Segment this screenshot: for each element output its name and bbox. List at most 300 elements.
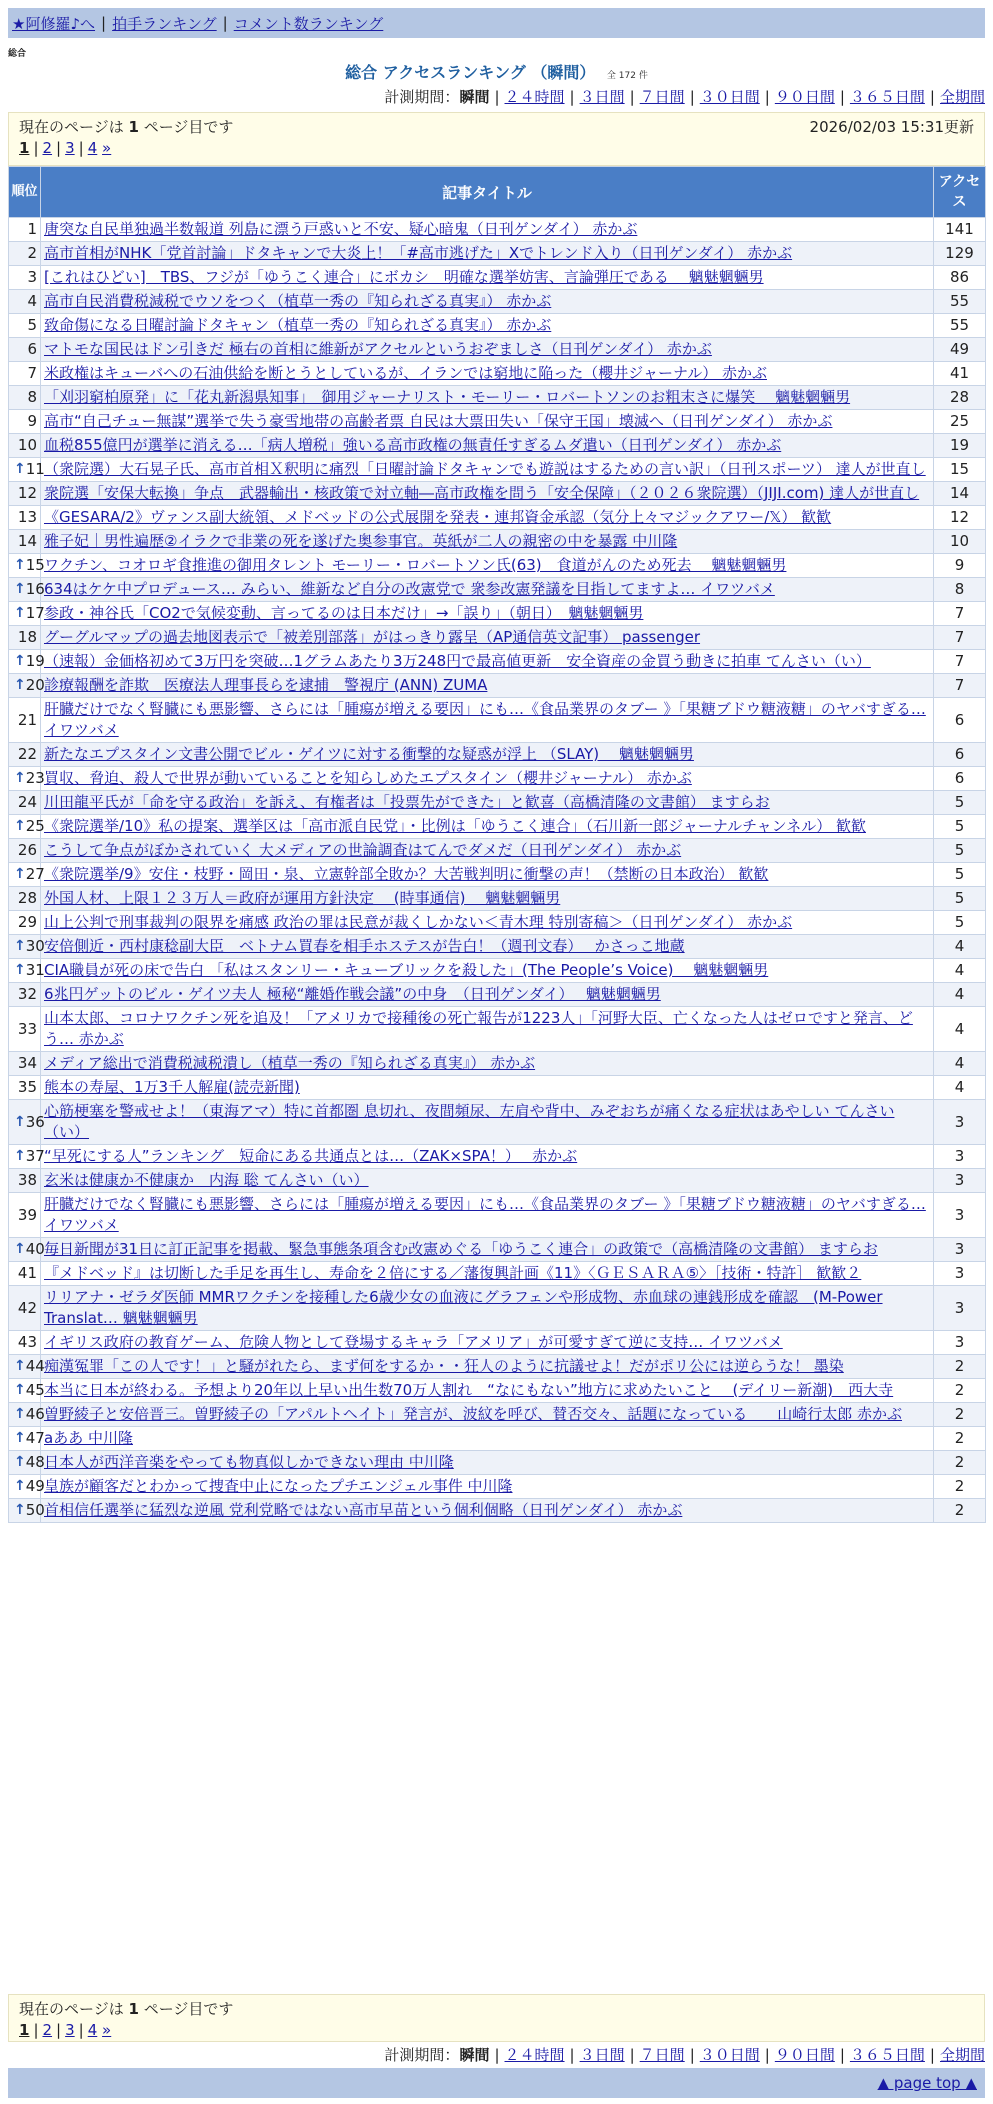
title-cell	[41, 911, 934, 935]
title-cell	[41, 1286, 934, 1331]
title-cell	[41, 1427, 934, 1451]
table-row	[9, 935, 986, 959]
table-row	[9, 674, 986, 698]
period-option[interactable]: ３６５日間	[849, 88, 925, 106]
rank-number: 18	[17, 628, 37, 646]
article-title-link[interactable]: 首相信任選挙に猛烈な逆風 党利党略ではない高市早苗という個利個略（日刊ゲンダイ） 赤かぶ	[44, 1501, 683, 1519]
title-cell	[41, 1355, 934, 1379]
access-count: 7	[934, 602, 986, 626]
access-count: 2	[934, 1499, 986, 1523]
article-title-link[interactable]: 外国人材、上限１２３万人＝政府が運用方針決定 (時事通信) 魑魅魍魎男	[44, 889, 561, 907]
period-separator: |	[929, 88, 935, 106]
page-top-link[interactable]: ▲ page top ▲	[877, 2074, 977, 2092]
pager-info-row	[19, 116, 974, 137]
article-title-link[interactable]: 川田龍平氏が「命を守る政治」を訴え、有権者は「投票先ができた」と歓喜（高橋清隆の文書館） ますらお	[44, 793, 770, 811]
period-option[interactable]: ７日間	[639, 2046, 685, 2064]
rank-cell	[9, 911, 41, 935]
article-title-link[interactable]: 6兆円ゲットのビル・ゲイツ夫人 極秘“離婚作戦会議”の中身 （日刊ゲンダイ） 魑魅魍魎男	[44, 985, 661, 1003]
rank-cell	[9, 1100, 45, 1145]
access-count: 55	[934, 314, 986, 338]
rank-cell	[9, 1076, 41, 1100]
article-title-link[interactable]: aああ 中川隆	[44, 1429, 133, 1447]
access-count: 129	[934, 242, 986, 266]
period-option[interactable]: 全期間	[939, 88, 985, 106]
table-row	[9, 887, 986, 911]
title-cell	[41, 815, 934, 839]
nav-link-applause-ranking[interactable]: 拍手ランキング	[112, 14, 217, 33]
title-cell	[41, 1379, 934, 1403]
rank-number: 37	[25, 1147, 45, 1165]
pager-text-suffix: ページ目です	[138, 2000, 234, 2018]
title-cell	[41, 362, 934, 386]
period-label: 計測期間：	[384, 88, 460, 106]
article-title-link[interactable]: 心筋梗塞を警戒せよ！（東海アマ）特に首都圏 息切れ、夜間頻尿、左肩や背中、みぞおちが痛くなる症状はあやしい てんさい（い）	[44, 1102, 895, 1141]
access-count: 3	[934, 1145, 986, 1169]
title-cell	[41, 266, 934, 290]
table-row	[9, 1052, 986, 1076]
article-title-link[interactable]: 雅子妃｜男性遍歴②イラクで非業の死を遂げた奥参事官。英紙が二人の親密の中を暴露 中川隆	[44, 532, 678, 550]
rank-number: 50	[25, 1501, 45, 1519]
access-count: 7	[934, 626, 986, 650]
table-row	[9, 626, 986, 650]
rank-cell	[9, 935, 45, 959]
access-count: 5	[934, 887, 986, 911]
article-title-link[interactable]: 買収、脅迫、殺人で世界が動いていることを知らしめたエプスタイン（櫻井ジャーナル） 赤かぶ	[44, 769, 692, 787]
article-title-link[interactable]: 唐突な自民単独過半数報道 列島に漂う戸惑いと不安、疑心暗鬼（日刊ゲンダイ） 赤かぶ	[44, 220, 638, 238]
rank-cell	[9, 863, 45, 887]
period-option[interactable]: ７日間	[639, 88, 685, 106]
rank-number: 15	[25, 556, 45, 574]
title-cell	[41, 338, 934, 362]
access-count: 5	[934, 863, 986, 887]
rank-number: 9	[27, 412, 37, 430]
title-cell	[41, 863, 934, 887]
table-row	[9, 767, 986, 791]
nav-separator: |	[222, 14, 228, 32]
rank-cell	[9, 674, 45, 698]
access-count: 86	[934, 266, 986, 290]
title-cell	[41, 767, 934, 791]
page-link[interactable]: 3	[65, 139, 75, 157]
period-separator: |	[569, 2046, 575, 2064]
article-title-link[interactable]: 熊本の寿屋、1万3千人解雇(読売新聞)	[44, 1078, 300, 1096]
rank-number: 44	[25, 1357, 45, 1375]
article-title-link[interactable]: メディア総出で消費税減税潰し（植草一秀の『知られざる真実』） 赤かぶ	[44, 1054, 536, 1072]
rank-cell	[9, 434, 41, 458]
rank-number: 23	[25, 769, 45, 787]
rank-number: 49	[25, 1477, 45, 1495]
rank-number: 34	[17, 1054, 37, 1072]
next-page-link[interactable]: »	[102, 2021, 112, 2039]
article-title-link[interactable]: ワクチン、コオロギ食推進の御用タレント モーリー・ロバートソン氏(63) 食道がんのため死去 魑魅魍魎男	[44, 556, 787, 574]
page-link: 1	[19, 2021, 30, 2039]
rank-cell	[9, 386, 41, 410]
table-row	[9, 458, 986, 482]
period-option[interactable]: ３０日間	[699, 88, 760, 106]
rank-cell	[9, 578, 45, 602]
title-cell	[41, 698, 934, 743]
title-cell	[41, 791, 934, 815]
article-title-link[interactable]: 肝臓だけでなく腎臓にも悪影響、さらには「腫瘍が増える要因」にも…《食品業界のタブー 》「果糖ブドウ糖液糖」のヤバすぎる… イワツバメ	[44, 700, 926, 739]
rank-cell	[9, 1238, 45, 1262]
pager-current-page: 1	[128, 118, 139, 136]
period-separator: |	[929, 2046, 935, 2064]
rank-cell	[9, 650, 45, 674]
article-title-link[interactable]: 『メドベッド』は切断した手足を再生し、寿命を２倍にする／藩復興計画《11》〈ＧＥＳＡＲＡ⑤〉［技術・特許］ 歓歓２	[44, 1264, 862, 1282]
rank-cell	[9, 1403, 45, 1427]
article-title-link[interactable]: 「刈羽窮柏原発」に「花丸新潟県知事」 御用ジャーナリスト・モーリー・ロバートソンのお粗末さに爆笑 魑魅魍魎男	[44, 388, 851, 406]
table-row	[9, 911, 986, 935]
access-count: 14	[934, 482, 986, 506]
title-cell	[41, 1331, 934, 1355]
page-link[interactable]: 3	[65, 2021, 75, 2039]
table-row	[9, 266, 986, 290]
access-count: 4	[934, 983, 986, 1007]
page-link[interactable]: 4	[87, 139, 98, 157]
rank-cell	[9, 1379, 45, 1403]
rank-number: 21	[17, 710, 37, 729]
rank-cell	[9, 506, 41, 530]
rank-cell	[9, 983, 41, 1007]
rank-cell	[9, 1355, 45, 1379]
table-row	[9, 791, 986, 815]
page-separator: |	[78, 2021, 84, 2039]
next-page-link[interactable]: »	[102, 139, 112, 157]
rank-cell	[9, 959, 45, 983]
period-separator: |	[839, 2046, 845, 2064]
rank-number: 47	[25, 1429, 45, 1447]
rank-cell	[9, 1262, 41, 1286]
rank-number: 5	[27, 316, 37, 334]
table-row	[9, 839, 986, 863]
article-title-link[interactable]: 診療報酬を詐欺 医療法人理事長らを逮捕 警視庁 (ANN) ZUMA	[44, 676, 488, 694]
access-count: 19	[934, 434, 986, 458]
table-header-row	[9, 167, 986, 218]
arrow-up-icon: ↑	[14, 1454, 26, 1470]
access-count: 55	[934, 290, 986, 314]
article-title-link[interactable]: 皇族が顧客だとわかって捜査中止になったプチエンジェル事件 中川隆	[44, 1477, 513, 1495]
arrow-up-icon: ↑	[14, 962, 26, 978]
access-count: 8	[934, 578, 986, 602]
period-separator: |	[494, 2046, 500, 2064]
pager-status	[19, 1998, 233, 2019]
article-title-link[interactable]: 《GESARA/2》ヴァンス副大統領、メドベッドの公式展開を発表・連邦資金承認（気分上々マジックアワー/𝕏） 歓歓	[44, 508, 832, 526]
rank-cell	[9, 626, 41, 650]
rank-cell	[9, 1451, 45, 1475]
nav-link-ashura[interactable]: ★阿修羅♪へ	[12, 14, 96, 33]
article-title-link[interactable]: 新たなエプスタイン文書公開でビル・ゲイツに対する衝撃的な疑惑が浮上 （SLAY) 魑魅魍魎男	[44, 745, 694, 763]
article-title-link[interactable]: 高市首相がNHK「党首討論」ドタキャンで大炎上！「#高市逃げた」Xでトレンド入り（日刊ゲンダイ） 赤かぶ	[44, 244, 793, 262]
rank-number: 41	[17, 1264, 37, 1282]
table-row	[9, 1007, 986, 1052]
arrow-up-icon: ↑	[14, 677, 26, 693]
period-option[interactable]: ３０日間	[699, 2046, 760, 2064]
access-count: 4	[934, 1052, 986, 1076]
period-separator: |	[839, 88, 845, 106]
table-row	[9, 554, 986, 578]
access-count: 3	[934, 1100, 986, 1145]
rank-cell	[9, 242, 41, 266]
pager-bottom	[8, 1994, 985, 2042]
access-count: 49	[934, 338, 986, 362]
title-cell	[41, 839, 934, 863]
rank-number: 29	[17, 913, 37, 931]
rank-number: 48	[25, 1453, 45, 1471]
rank-number: 30	[25, 937, 45, 955]
page-links	[19, 139, 974, 157]
article-title-link[interactable]: 《衆院選挙/9》安住・枝野・岡田・泉、立憲幹部全敗か？大苦戦判明に衝撃の声！（禁断の日本政治） 歓歓	[44, 865, 769, 883]
article-title-link[interactable]: リリアナ・ゼラダ医師 MMRワクチンを接種した6歳少女の血液にグラフェンや形成物、赤血球の連銭形成を確認 (M-Power Translat… 魑魅魍魎男	[44, 1288, 883, 1327]
rank-number: 32	[17, 985, 37, 1003]
table-row	[9, 410, 986, 434]
arrow-up-icon: ↑	[14, 1382, 26, 1398]
arrow-up-icon: ↑	[14, 461, 26, 477]
rank-cell	[9, 602, 45, 626]
rank-number: 16	[25, 580, 45, 598]
table-row	[9, 1379, 986, 1403]
article-title-link[interactable]: 毎日新聞が31日に訂正記事を掲載、緊急事態条項含む改憲めぐる「ゆうこく連合」の政策で（高橋清隆の文書館） ますらお	[44, 1240, 878, 1258]
table-row	[9, 290, 986, 314]
rank-cell	[9, 1499, 45, 1523]
page-links	[19, 2021, 974, 2039]
table-row	[9, 983, 986, 1007]
rank-number: 14	[17, 532, 37, 550]
period-option[interactable]: ３６５日間	[849, 2046, 925, 2064]
article-title-link[interactable]: 山本太郎、コロナワクチン死を追及！「アメリカで接種後の死亡報告が1223人」「河野大臣、亡くなった人はゼロですと発言、どう… 赤かぶ	[44, 1009, 913, 1048]
table-row	[9, 578, 986, 602]
rank-number: 46	[25, 1405, 45, 1423]
title-cell	[41, 626, 934, 650]
article-title-link[interactable]: （衆院選）大石晃子氏、高市首相Ｘ釈明に痛烈「日曜討論ドタキャンでも遊説はするための言い訳」（日刊スポーツ） 達人が世直し	[44, 460, 926, 478]
table-row	[9, 1193, 986, 1238]
rank-cell	[9, 1193, 41, 1238]
article-title-link[interactable]: CIA職員が死の床で告白 「私はスタンリー・キューブリックを殺した」(The People’s Voice) 魑魅魍魎男	[44, 961, 769, 979]
title-cell	[41, 1076, 934, 1100]
nav-link-comment-ranking[interactable]: コメント数ランキング	[233, 14, 384, 33]
article-title-link[interactable]: グーグルマップの過去地図表示で「被差別部落」がはっきり露呈（AP通信英文記事） passenger	[44, 628, 701, 646]
table-row	[9, 1262, 986, 1286]
period-option[interactable]: 全期間	[939, 2046, 985, 2064]
page-link[interactable]: 2	[42, 2021, 53, 2039]
pager-top	[8, 112, 985, 166]
period-option[interactable]: ３日間	[579, 88, 625, 106]
access-count: 2	[934, 1475, 986, 1499]
access-count: 9	[934, 554, 986, 578]
rank-number: 11	[25, 460, 45, 478]
access-count: 5	[934, 911, 986, 935]
rank-cell	[9, 410, 41, 434]
title-cell	[41, 530, 934, 554]
arrow-up-icon: ↑	[14, 1148, 26, 1164]
rank-number: 33	[17, 1019, 37, 1038]
title-cell	[41, 887, 934, 911]
article-title-link[interactable]: “早死にする人”ランキング 短命にある共通点とは…（ZAK×SPA！） 赤かぶ	[44, 1147, 578, 1165]
rank-cell	[9, 767, 45, 791]
article-title-link[interactable]: 《衆院選挙/10》私の提案、選挙区は「高市派自民党」・比例は「ゆうこく連合」（石川新一郎ジャーナルチャンネル） 歓歓	[44, 817, 866, 835]
arrow-up-icon: ↑	[14, 1358, 26, 1374]
updated-timestamp: 2026/02/03 15:31更新	[809, 118, 974, 136]
table-row	[9, 1331, 986, 1355]
title-cell	[41, 554, 934, 578]
page-separator: |	[78, 139, 84, 157]
access-count: 3	[934, 1169, 986, 1193]
title-cell	[41, 218, 934, 242]
table-row	[9, 698, 986, 743]
article-title-link[interactable]: 山上公判で刑事裁判の限界を痛感 政治の罪は民意が裁くしかない＜青木理 特別寄稿＞（日刊ゲンダイ） 赤かぶ	[44, 913, 793, 931]
table-row	[9, 1076, 986, 1100]
article-title-link[interactable]: 痴漢冤罪「この人です！」と騒がれたら、まず何をするか・・狂人のように抗議せよ！だがポリ公には逆らうな！ 墨染	[44, 1357, 844, 1375]
access-count: 2	[934, 1451, 986, 1475]
article-title-link[interactable]: マトモな国民はドン引きだ 極右の首相に維新がアクセルというおぞましさ（日刊ゲンダイ） 赤かぶ	[44, 340, 712, 358]
top-nav-bar	[8, 8, 985, 38]
table-row	[9, 338, 986, 362]
title-cell	[41, 1262, 934, 1286]
period-option[interactable]: ２４時間	[504, 88, 565, 106]
table-row	[9, 602, 986, 626]
article-title-link[interactable]: [これはひどい] TBS、フジが「ゆうこく連合」にボカシ 明確な選挙妨害、言論弾圧である 魑魅魍魎男	[44, 268, 764, 286]
nav-separator: |	[101, 14, 107, 32]
article-title-link[interactable]: 日本人が西洋音楽をやっても物真似しかできない理由 中川隆	[44, 1453, 454, 1471]
footer-bar	[8, 2068, 985, 2098]
title-cell	[41, 1169, 934, 1193]
rank-number: 12	[17, 484, 37, 502]
access-count: 4	[934, 935, 986, 959]
page-separator: |	[56, 2021, 62, 2039]
article-title-link[interactable]: 肝臓だけでなく腎臓にも悪影響、さらには「腫瘍が増える要因」にも…《食品業界のタブー 》「果糖ブドウ糖液糖」のヤバすぎる… イワツバメ	[44, 1195, 926, 1234]
title-cell	[41, 578, 934, 602]
header-title: 記事タイトル	[41, 167, 934, 218]
title-cell	[41, 650, 934, 674]
rank-cell	[9, 887, 41, 911]
page-link[interactable]: 2	[42, 139, 53, 157]
period-option[interactable]: ２４時間	[504, 2046, 565, 2064]
access-count: 7	[934, 674, 986, 698]
page-link: 1	[19, 139, 30, 157]
rank-number: 28	[17, 889, 37, 907]
rank-number: 43	[17, 1333, 37, 1351]
access-count: 6	[934, 698, 986, 743]
pager-current-page: 1	[128, 2000, 139, 2018]
article-title-link[interactable]: 曽野綾子と安倍晋三。曽野綾子の「アパルトヘイト」発言が、波紋を呼び、賛否交々、話題になっている 山崎行太郎 赤かぶ	[44, 1405, 902, 1423]
table-row	[9, 1169, 986, 1193]
arrow-up-icon: ↑	[14, 1406, 26, 1422]
rank-number: 26	[17, 841, 37, 859]
title-cell	[41, 1238, 934, 1262]
table-row	[9, 863, 986, 887]
rank-cell	[9, 1007, 41, 1052]
table-row	[9, 1145, 986, 1169]
arrow-up-icon: ↑	[14, 770, 26, 786]
header-access: アクセス	[934, 167, 986, 218]
table-row	[9, 530, 986, 554]
arrow-up-icon: ↑	[14, 866, 26, 882]
article-title-link[interactable]: 高市自民消費税減税でウソをつく（植草一秀の『知られざる真実』） 赤かぶ	[44, 292, 552, 310]
table-row	[9, 1286, 986, 1331]
access-count: 2	[934, 1427, 986, 1451]
table-row	[9, 482, 986, 506]
rank-cell	[9, 839, 41, 863]
article-title-link[interactable]: （速報）金価格初めて3万円を突破…1グラムあたり3万248円で最高値更新 安全資産の金買う動きに拍車 てんさい（い）	[44, 652, 871, 670]
article-title-link[interactable]: イギリス政府の教育ゲーム、危険人物として登場するキャラ「アメリア」が可愛すぎて逆に支持… イワツバメ	[44, 1333, 783, 1351]
article-title-link[interactable]: こうして争点がぼかされていく 大メディアの世論調査はてんでダメだ（日刊ゲンダイ） 赤かぶ	[44, 841, 682, 859]
rank-number: 17	[25, 604, 45, 622]
article-title-link[interactable]: 高市“自己チュー無謀”選挙で失う豪雪地帯の高齢者票 自民は大票田失い「保守王国」壊滅へ（日刊ゲンダイ） 赤かぶ	[44, 412, 833, 430]
article-title-link[interactable]: 634はケケ中プロデュース… みらい、維新など自分の改憲党で 衆参改憲発議を目指してますよ… イワツバメ	[44, 580, 775, 598]
title-cell	[41, 983, 934, 1007]
access-count: 6	[934, 767, 986, 791]
access-count: 4	[934, 959, 986, 983]
title-cell	[41, 434, 934, 458]
article-title-link[interactable]: 本当に日本が終わる。予想より20年以上早い出生数70万人割れ “なにもない”地方に求めたいこと (デイリー新潮) 西大寺	[44, 1381, 894, 1399]
rank-number: 45	[25, 1381, 45, 1399]
period-option: 瞬間	[459, 2046, 490, 2064]
article-title-link[interactable]: 安倍側近・西村康稔副大臣 ベトナム買春を相手ホステスが告白！（週刊文春） かさっこ地蔵	[44, 937, 685, 955]
period-separator: |	[569, 88, 575, 106]
access-count: 3	[934, 1238, 986, 1262]
period-option[interactable]: ３日間	[579, 2046, 625, 2064]
rank-cell	[9, 791, 41, 815]
rank-cell	[9, 290, 41, 314]
rank-number: 35	[17, 1078, 37, 1096]
period-separator: |	[689, 2046, 695, 2064]
title-cell	[41, 506, 934, 530]
rank-cell	[9, 338, 41, 362]
period-separator: |	[689, 88, 695, 106]
article-title-link[interactable]: 米政権はキューバへの石油供給を断とうとしているが、イランでは窮地に陥った（櫻井ジャーナル） 赤かぶ	[44, 364, 767, 382]
ranking-table-body	[9, 218, 986, 1523]
access-count: 5	[934, 791, 986, 815]
table-row	[9, 1100, 986, 1145]
rank-number: 19	[25, 652, 45, 670]
access-count: 4	[934, 1076, 986, 1100]
table-row	[9, 1427, 986, 1451]
rank-number: 25	[25, 817, 45, 835]
access-count: 25	[934, 410, 986, 434]
table-row	[9, 650, 986, 674]
period-separator: |	[764, 88, 770, 106]
page-link[interactable]: 4	[87, 2021, 98, 2039]
rank-number: 31	[25, 961, 45, 979]
rank-number: 3	[27, 268, 37, 286]
ranking-title: 総合 アクセスランキング （瞬間）	[345, 63, 596, 82]
article-title-link[interactable]: 血税855億円が選挙に消える…「病人増税」強いる高市政権の無責任すぎるムダ遣い（日刊ゲンダイ） 赤かぶ	[44, 436, 782, 454]
table-row	[9, 1475, 986, 1499]
rank-cell	[9, 1475, 45, 1499]
article-title-link[interactable]: 衆院選「安保大転換」争点 武器輸出・核政策で対立軸―高市政権を問う「安全保障」（２０２６衆院選）（JIJI.com) 達人が世直し	[44, 484, 920, 502]
title-cell	[41, 1100, 934, 1145]
arrow-up-icon: ↑	[14, 1430, 26, 1446]
rank-cell	[9, 1052, 41, 1076]
rank-number: 2	[27, 244, 37, 262]
period-separator: |	[629, 88, 635, 106]
period-option[interactable]: ９０日間	[774, 88, 835, 106]
title-cell	[41, 1007, 934, 1052]
access-count: 2	[934, 1355, 986, 1379]
article-title-link[interactable]: 玄米は健康か不健康か 内海 聡 てんさい（い）	[44, 1171, 369, 1189]
period-option[interactable]: ９０日間	[774, 2046, 835, 2064]
arrow-up-icon: ↑	[14, 1502, 26, 1518]
title-cell	[41, 935, 934, 959]
access-count: 5	[934, 815, 986, 839]
category-label: 総合	[8, 49, 27, 59]
article-title-link[interactable]: 参政・神谷氏「CO2で気候変動、言ってるのは日本だけ」→「誤り」（朝日） 魑魅魍魎男	[44, 604, 644, 622]
rank-cell	[9, 362, 41, 386]
rank-cell	[9, 698, 41, 743]
access-count: 2	[934, 1403, 986, 1427]
rank-number: 36	[25, 1112, 45, 1131]
rank-number: 22	[17, 745, 37, 763]
article-title-link[interactable]: 致命傷になる日曜討論ドタキャン（植草一秀の『知られざる真実』） 赤かぶ	[44, 316, 552, 334]
